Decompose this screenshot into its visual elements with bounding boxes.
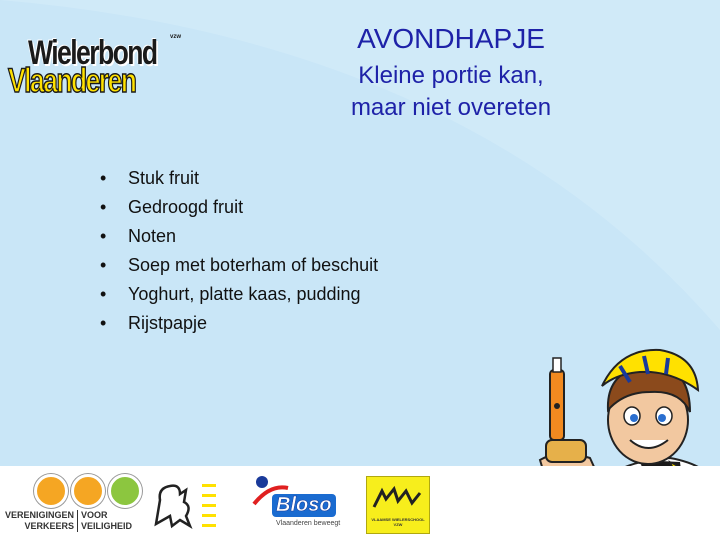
slide-subtitle — [316, 60, 586, 124]
vvv-right-col — [78, 510, 132, 532]
bullet-icon: • — [100, 313, 107, 333]
bullet-text: Noten — [128, 226, 177, 246]
list-item — [100, 280, 378, 309]
bloso-tagline: Vlaanderen beweegt — [276, 520, 341, 527]
bullet-text: Yoghurt, platte kaas, pudding — [128, 284, 361, 304]
logo-line2: Vlaanderen — [8, 62, 136, 100]
bullet-icon: • — [100, 284, 107, 304]
vvv-right-line2: VEILIGHEID — [81, 521, 133, 531]
vvv-logo — [4, 472, 140, 534]
vvv-arrow-icons — [34, 474, 142, 508]
vvv-left-line2: VERKEERS — [24, 521, 74, 531]
vvv-right-line1: VOOR — [81, 510, 108, 520]
wielerschool-logo — [366, 476, 430, 534]
list-item — [100, 251, 378, 280]
subtitle-line1: Kleine portie kan, — [358, 62, 544, 89]
bullet-text: Gedroogd fruit — [128, 197, 244, 217]
logo-line1: Wielerbond — [28, 34, 157, 72]
bullet-list — [100, 164, 378, 338]
logo-suffix: vzw — [170, 34, 182, 40]
arrow-circle-icon — [108, 474, 142, 508]
wielerschool-text: VLAAMSE WIELERSCHOOL VZW — [371, 517, 425, 527]
flemish-government-lion-icon — [150, 480, 220, 530]
bullet-text: Soep met boterham of beschuit — [128, 255, 379, 275]
list-item — [100, 164, 378, 193]
vvv-text — [4, 510, 144, 532]
bloso-logo — [246, 474, 356, 534]
bullet-icon: • — [100, 168, 107, 188]
bloso-name: Bloso — [272, 494, 336, 517]
wielerbond-logo — [6, 30, 191, 100]
list-item — [100, 193, 378, 222]
bullet-icon: • — [100, 255, 107, 275]
slide-title: AVONDHAPJE — [357, 23, 545, 54]
list-item — [100, 222, 378, 251]
subtitle-line2: maar niet overeten — [350, 94, 552, 121]
bullet-text: Rijstpapje — [128, 313, 208, 333]
arrow-circle-icon — [71, 474, 105, 508]
arrow-circle-icon — [34, 474, 68, 508]
list-item — [100, 309, 378, 338]
vvv-left-col — [4, 510, 78, 532]
bullet-icon: • — [100, 197, 107, 217]
bullet-icon: • — [100, 226, 107, 246]
cyclists-icon — [368, 483, 428, 513]
vvv-left-line1: VERENIGINGEN — [4, 510, 74, 520]
bullet-text: Stuk fruit — [128, 168, 200, 188]
